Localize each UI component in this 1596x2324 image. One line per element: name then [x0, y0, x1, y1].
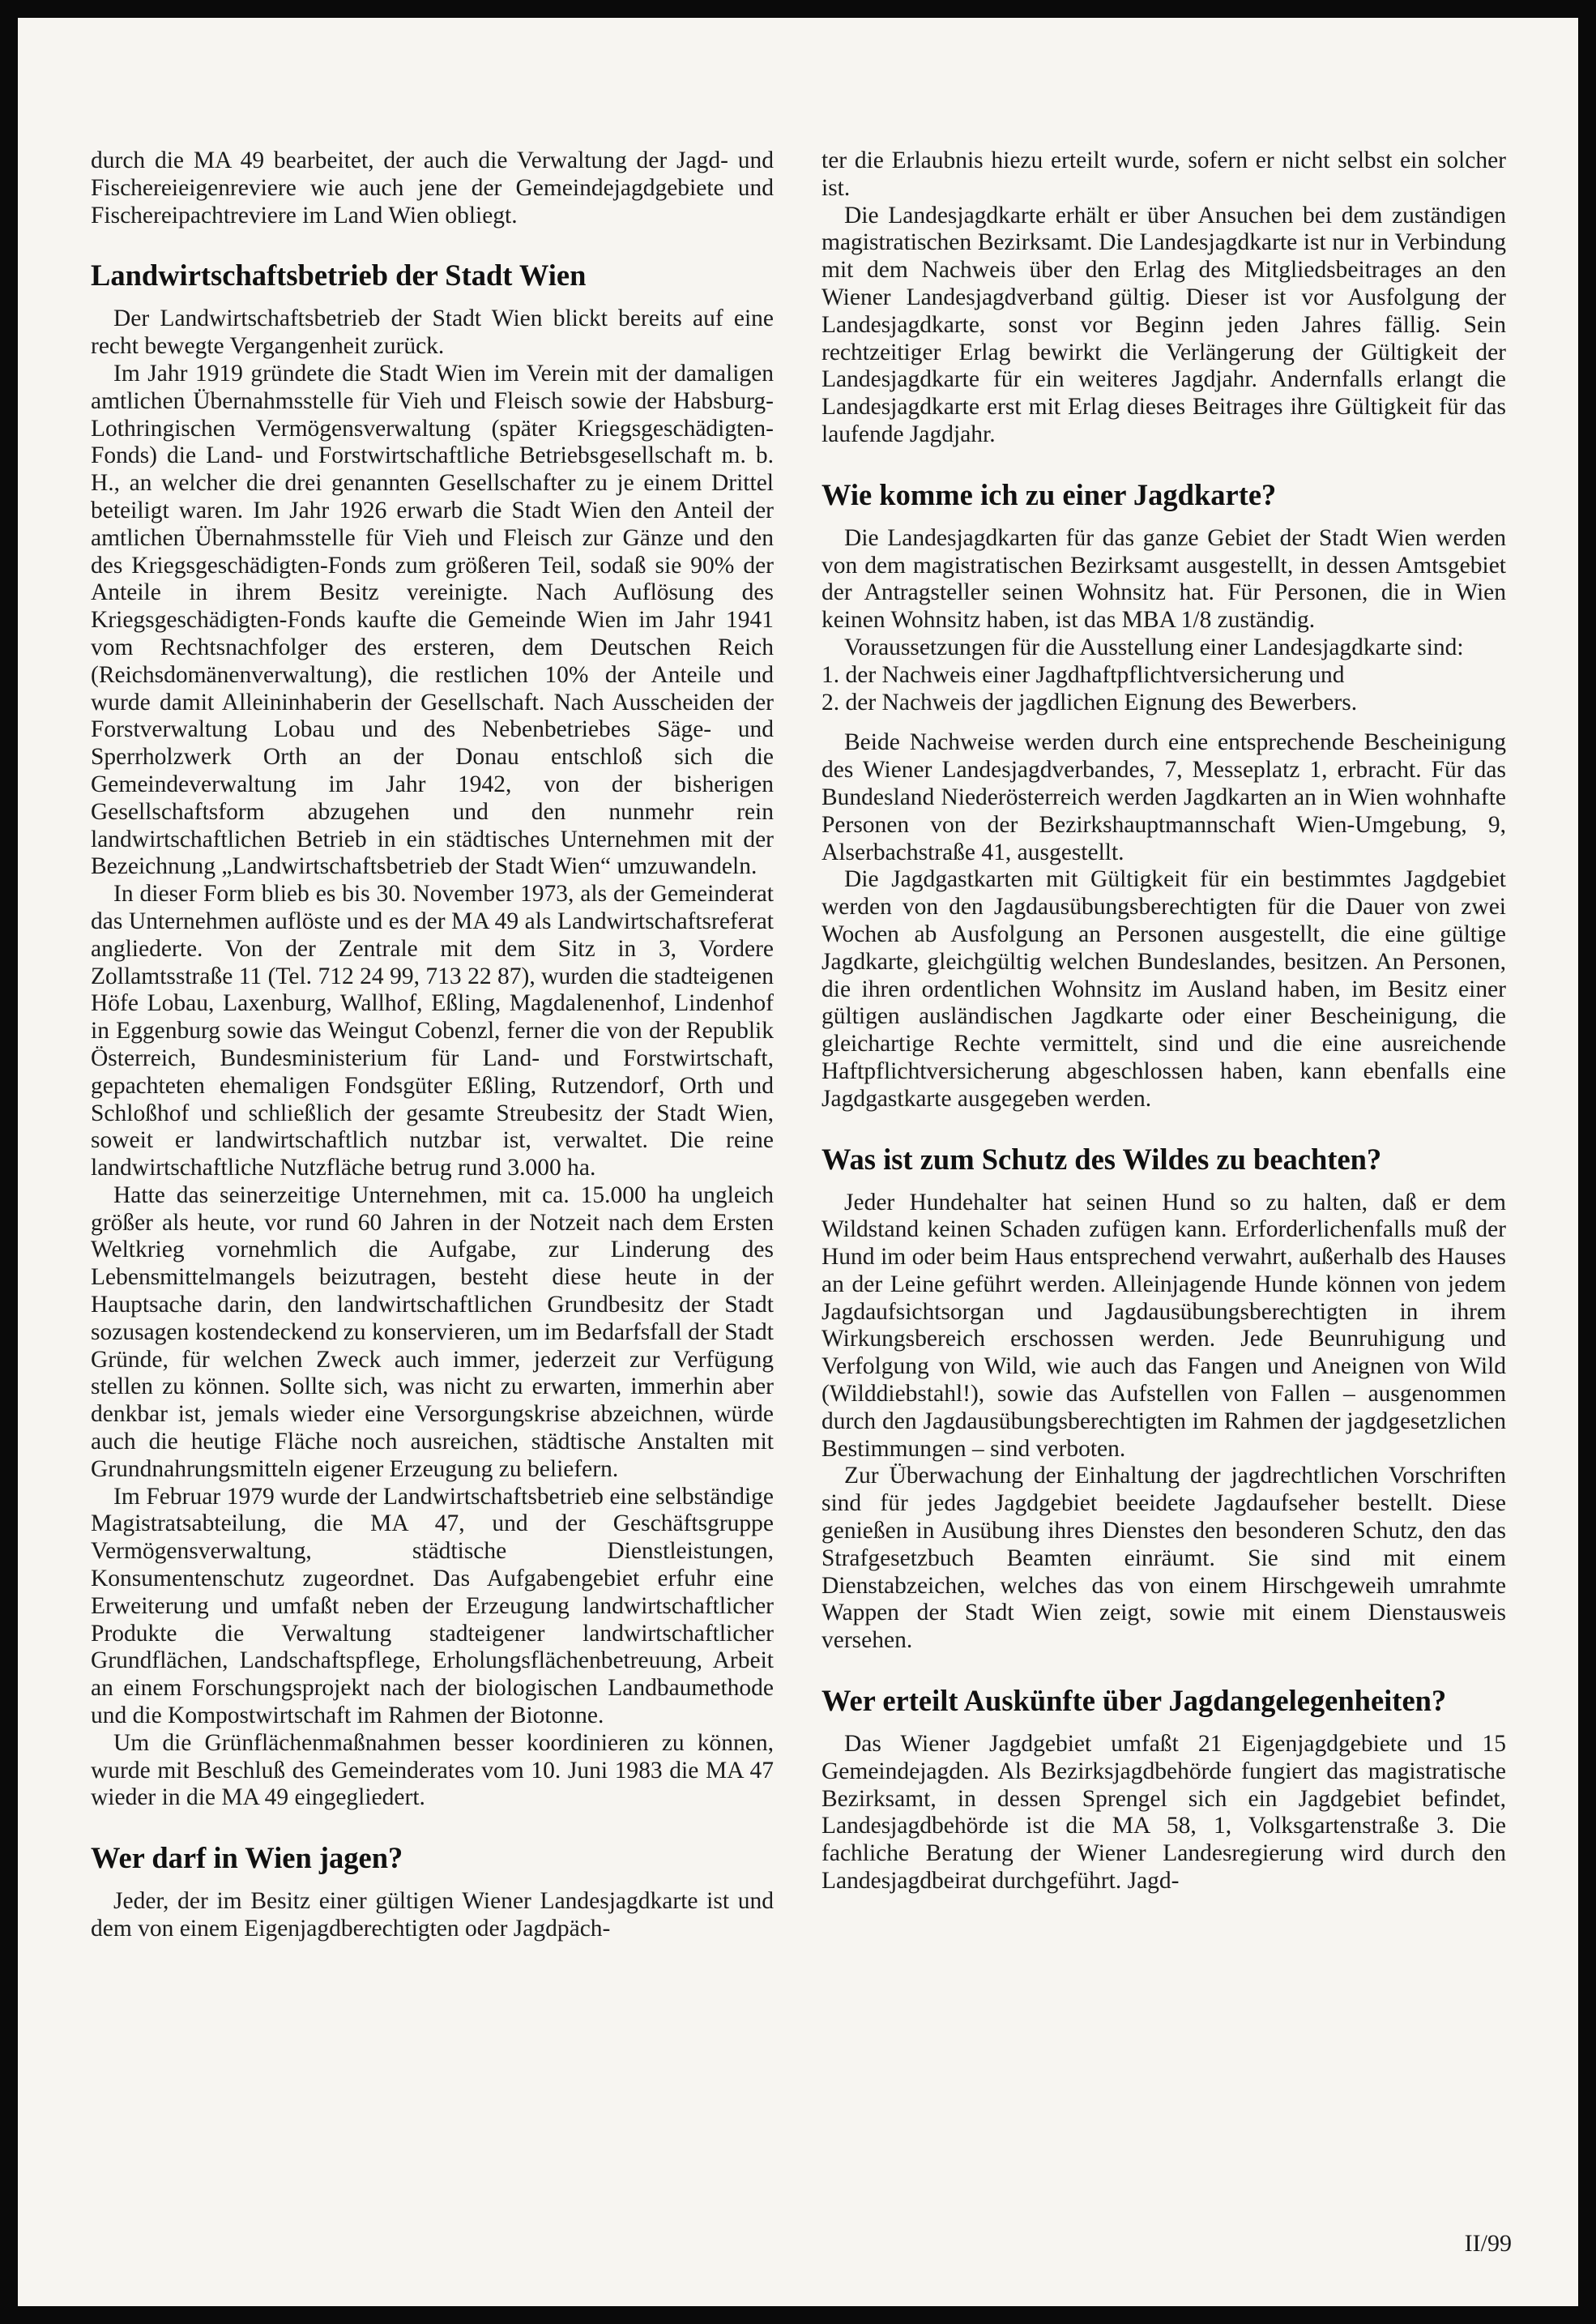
paragraph: Voraussetzungen für die Ausstellung einer Landesjagdkarte sind: — [844, 634, 1464, 660]
right-column — [821, 147, 1506, 1895]
paragraph-intro: durch die MA 49 bearbeitet, der auch die Verwaltung der Jagd- und Fischereieigenreviere wie auch jene der Gemeindejagdgebiete und Fischereipachtreviere im Land Wien obliegt. — [91, 147, 774, 229]
paragraph: Im Jahr 1919 gründete die Stadt Wien im Verein mit der damaligen amtlichen Übernahmsstelle für Vieh und Fleisch sowie der Habsburg-Lothringischen Vermögensverwaltung (später Kriegsgeschädigten-Fonds) die Land- und Forstwirtschaftliche Betriebsgesellschaft m. b. H., an welcher die drei genannten Gesellschafter zu je einem Drittel beteiligt waren. Im Jahr 1926 erwarb die Stadt Wien den Anteil der amtlichen Übernahmsstelle für Vieh und Fleisch zur Gänze und den des Kriegsgeschädigten-Fonds zum größeren Teil, sodaß sie 90% der Anteile in ihrem Besitz vereinigte. Nach Auflösung des Kriegsgeschädigten-Fonds kaufte die Gemeinde Wien im Jahr 1941 vom Rechtsnachfolger des ersteren, dem Deutschen Reich (Reichsdomänenverwaltung), die restlichen 10% der Anteile und wurde damit Alleininhaberin der Gesellschaft. Nach Ausscheiden der Forstverwaltung Lobau und des Nebenbetriebes Säge- und Sperrholzwerk Orth an der Donau entschloß sich die Gemeindeverwaltung im Jahr 1942, von der bisherigen Gesellschaftsform abzugehen und den nunmehr rein landwirtschaftlichen Betrieb in ein städtisches Unternehmen mit der Bezeichnung „Landwirtschaftsbetrieb der Stadt Wien“ umzuwandeln. — [91, 360, 774, 880]
heading-wer-darf-jagen: Wer darf in Wien jagen? — [91, 1841, 403, 1875]
paragraph: Hatte das seinerzeitige Unternehmen, mit ca. 15.000 ha ungleich größer als heute, vor rund 60 Jahren in der Notzeit nach dem Ersten Weltkrieg vornehmlich die Aufgabe, zur Linderung des Lebensmittelmangels beizutragen, besteht diese heute in der Hauptsache darin, den landwirtschaftlichen Grundbesitz der Stadt sozusagen kostendeckend zu konservieren, um im Bedarfsfall der Stadt Gründe, für welchen Zweck auch immer, jederzeit zur Verfügung stellen zu können. Sollte sich, was nicht zu erwarten, immerhin aber denkbar ist, jemals wieder eine Versorgungskrise abzeichnen, würde auch die heutige Fläche noch ausreichen, städtische Anstalten mit Grundnahrungsmitteln eigener Erzeugung zu beliefern. — [91, 1181, 774, 1482]
paragraph: In dieser Form blieb es bis 30. November 1973, als der Gemeinderat das Unternehmen auflöste und es der MA 49 als Landwirtschaftsreferat angliederte. Von der Zentrale mit dem Sitz in 3, Vordere Zollamtsstraße 11 (Tel. 712 24 99, 713 22 87), wurden die stadteigenen Höfe Lobau, Laxenburg, Wallhof, Eßling, Magdalenenhof, Lindenhof in Eggenburg sowie das Weingut Cobenzl, ferner die von der Republik Österreich, Bundesministerium für Land- und Forstwirtschaft, gepachteten ehemaligen Fondsgüter Eßling, Rutzendorf, Orth und Schloßhof und schließlich der gesamte Streubesitz der Stadt Wien, soweit er landwirtschaftlich nutzbar ist, verwaltet. Die reine landwirtschaftliche Nutzfläche betrug rund 3.000 ha. — [91, 881, 774, 1181]
paragraph: Jeder, der im Besitz einer gültigen Wiener Landesjagdkarte ist und dem von einem Eigenjagdberechtigten oder Jagdpäch- — [91, 1888, 774, 1942]
heading-schutz-des-wildes: Was ist zum Schutz des Wildes zu beachten? — [821, 1142, 1382, 1176]
heading-jagdkarte: Wie komme ich zu einer Jagdkarte? — [821, 477, 1277, 511]
paragraph: Das Wiener Jagdgebiet umfaßt 21 Eigenjagdgebiete und 15 Gemeindejagden. Als Bezirksjagdbehörde fungiert das magistratische Bezirksamt, in dessen Sprengel sich ein Jagdgebiet befindet, Landesjagdbehörde ist die MA 58, 1, Volksgartenstraße 3. Die fachliche Beratung der Wiener Landesregierung wird durch den Landesjagdbeirat durchgeführt. Jagd- — [821, 1731, 1506, 1895]
heading-landwirtschaftsbetrieb: Landwirtschaftsbetrieb der Stadt Wien — [91, 258, 587, 293]
paragraph: Um die Grünflächenmaßnahmen besser koordinieren zu können, wurde mit Beschluß des Gemeinderates vom 10. Juni 1983 die MA 47 wieder in die MA 49 eingegliedert. — [91, 1729, 774, 1811]
page-number: II/99 — [1464, 2230, 1512, 2257]
document-page — [18, 18, 1578, 2306]
paragraph-continued: ter die Erlaubnis hiezu erteilt wurde, sofern er nicht selbst ein solcher ist. — [821, 147, 1506, 201]
list-item: 2. der Nachweis der jagdlichen Eignung des Bewerbers. — [821, 689, 1358, 716]
paragraph: Die Landesjagdkarte erhält er über Ansuchen bei dem zuständigen magistratischen Bezirksamt. Die Landesjagdkarte ist nur in Verbindung mit dem Nachweis über den Erlag des Mitgliedsbeitrages an den Wiener Landesjagdverband gültig. Dieser ist vor Ausfolgung der Landesjagdkarte, sonst vor Beginn jeden Jahres fällig. Sein rechtzeitiger Erlag bewirkt die Verlängerung der Gültigkeit der Landesjagdkarte für ein weiteres Jagdjahr. Andernfalls erlangt die Landesjagdkarte erst mit Erlag dieses Beitrages ihre Gültigkeit für das laufende Jagdjahr. — [821, 202, 1506, 447]
list-item: 1. der Nachweis einer Jagdhaftpflichtversicherung und — [821, 661, 1345, 688]
heading-auskuenfte: Wer erteilt Auskünfte über Jagdangelegenheiten? — [821, 1684, 1447, 1718]
paragraph: Die Landesjagdkarten für das ganze Gebiet der Stadt Wien werden von dem magistratischen Bezirksamt ausgestellt, in dessen Amtsgebiet der Antragsteller seinen Wohnsitz hat. Für Personen, die in Wien keinen Wohnsitz haben, ist das MBA 1/8 zuständig. — [821, 524, 1506, 634]
paragraph: Die Jagdgastkarten mit Gültigkeit für ein bestimmtes Jagdgebiet werden von den Jagdausübungsberechtigten für die Dauer von zwei Wochen ab Ausfolgung an Personen ausgestellt, die eine gültige Jagdkarte, gleichgültig welchen Bundeslandes, besitzen. An Personen, die ihren ordentlichen Wohnsitz im Ausland haben, im Besitz einer gültigen ausländischen Jagdkarte oder einer Bescheinigung, die gleichartige Rechte vermittelt, sind und die eine ausreichende Haftpflichtversicherung abgeschlossen haben, kann ebenfalls eine Jagdgastkarte ausgegeben werden. — [821, 866, 1506, 1112]
paragraph: Jeder Hundehalter hat seinen Hund so zu halten, daß er dem Wildstand keinen Schaden zufügen kann. Erforderlichenfalls muß der Hund im oder beim Haus entsprechend verwahrt, außerhalb des Hauses an der Leine geführt werden. Alleinjagende Hunde können von jedem Jagdaufsichtsorgan und Jagdausübungsberechtigten in ihrem Wirkungsbereich erschossen werden. Jede Beunruhigung und Verfolgung von Wild, wie auch das Fangen und Aneignen von Wild (Wilddiebstahl!), sowie das Aufstellen von Fallen – ausgenommen durch den Jagdausübungsberechtigten im Rahmen der jagdgesetzlichen Bestimmungen – sind verboten. — [821, 1189, 1506, 1462]
paragraph: Im Februar 1979 wurde der Landwirtschaftsbetrieb eine selbständige Magistratsabteilung, die MA 47, und der Geschäftsgruppe Vermögensverwaltung, städtische Dienstleistungen, Konsumentenschutz zugeordnet. Das Aufgabengebiet erfuhr eine Erweiterung und umfaßt neben der Erzeugung landwirtschaftlicher Produkte die Verwaltung stadteigener landwirtschaftlicher Grundflächen, Landschaftspflege, Erholungsflächenbetreuung, Arbeit an einem Forschungsprojekt nach der biologischen Landbaumethode und die Kompostwirtschaft im Rahmen der Biotonne. — [91, 1483, 774, 1729]
left-column — [91, 147, 774, 1943]
paragraph: Beide Nachweise werden durch eine entsprechende Bescheinigung des Wiener Landesjagdverbandes, 7, Messeplatz 1, erbracht. Für das Bundesland Niederösterreich werden Jagdkarten an in Wien wohnhafte Personen von der Bezirkshauptmannschaft Wien-Umgebung, 9, Alserbachstraße 41, ausgestellt. — [821, 729, 1506, 865]
paragraph: Der Landwirtschaftsbetrieb der Stadt Wien blickt bereits auf eine recht bewegte Vergangenheit zurück. — [91, 305, 774, 360]
paragraph: Zur Überwachung der Einhaltung der jagdrechtlichen Vorschriften sind für jedes Jagdgebiet beeidete Jagdaufseher bestellt. Diese genießen in Ausübung ihres Dienstes den besonderen Schutz, den das Strafgesetzbuch Beamten einräumt. Sie sind mit einem Dienstabzeichen, welches das von einem Hirschgeweih umrahmte Wappen der Stadt Wien zeigt, sowie mit einem Dienstausweis versehen. — [821, 1463, 1506, 1654]
